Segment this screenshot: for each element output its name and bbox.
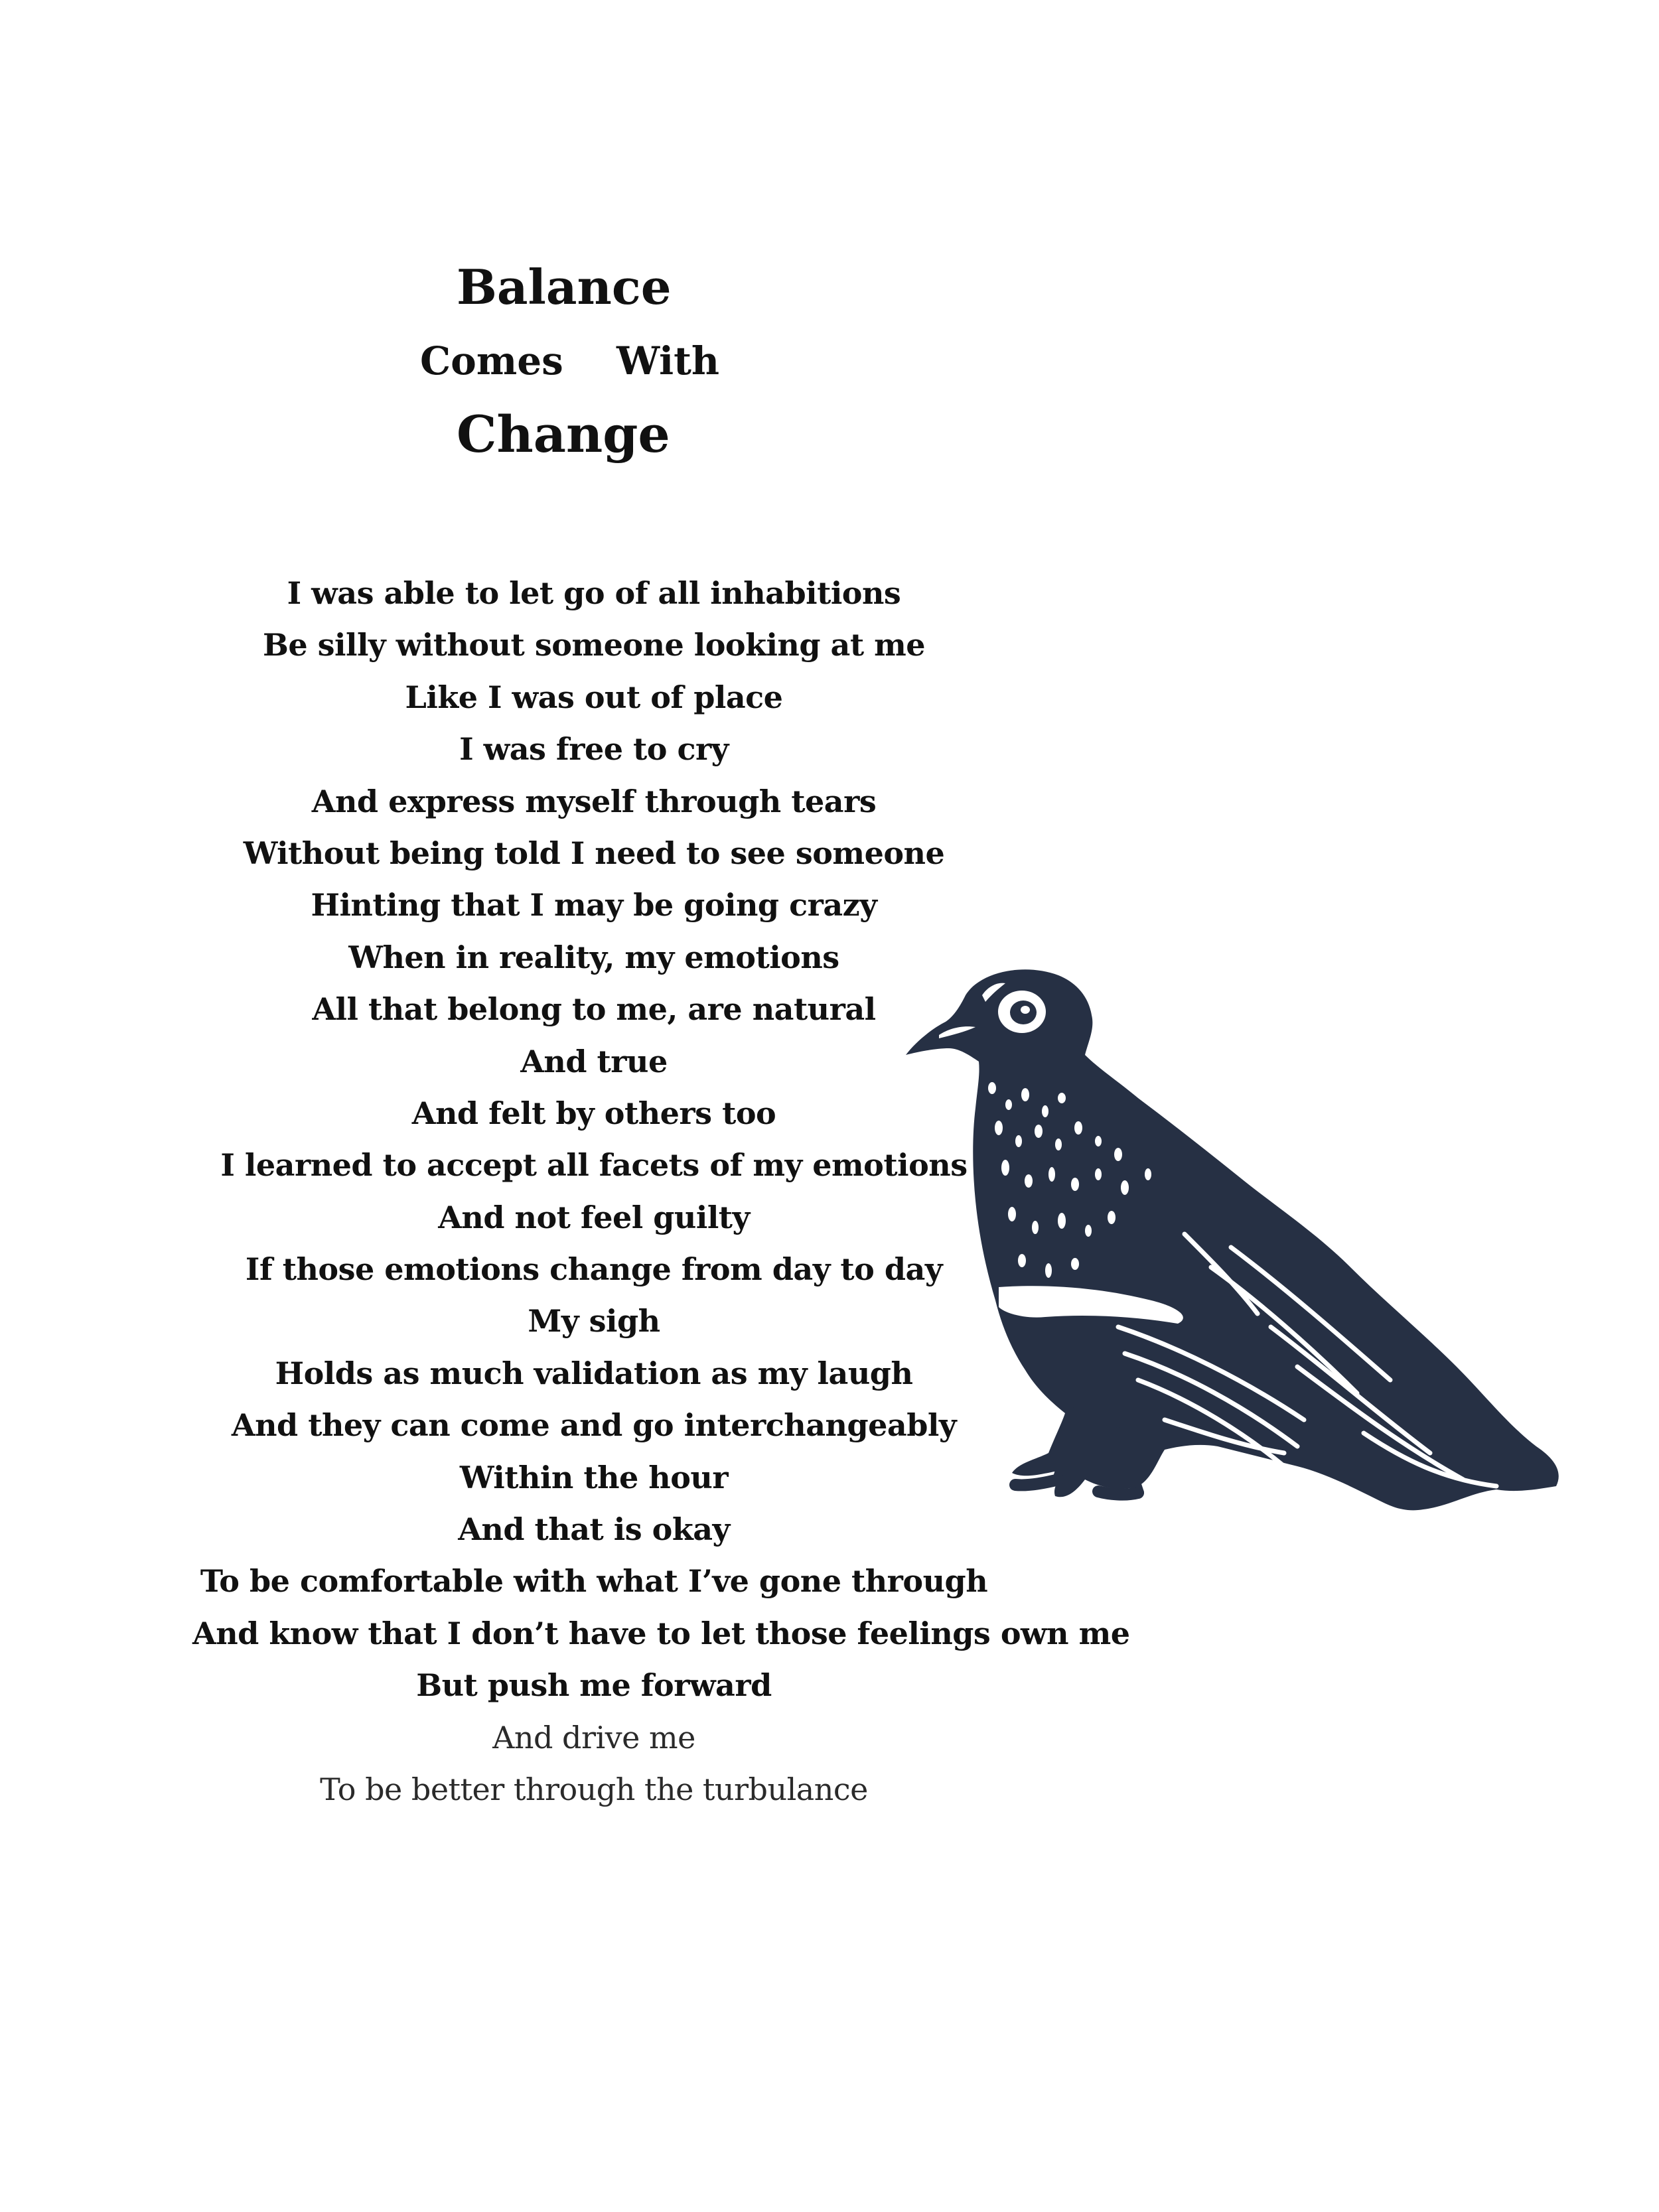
poem-line: Without being told I need to see someone xyxy=(243,835,945,871)
poem-line: Hinting that I may be going crazy xyxy=(311,887,877,924)
title-line-balance: Balance xyxy=(457,259,672,315)
poem-line: But push me forward xyxy=(416,1667,772,1704)
poem-line: To be comfortable with what I’ve gone through xyxy=(200,1563,988,1600)
poem-line: When in reality, my emotions xyxy=(348,939,839,975)
poem-line: And drive me xyxy=(492,1719,695,1756)
pigeon-illustration xyxy=(899,955,1569,1553)
poem-line: And not feel guilty xyxy=(438,1199,750,1235)
poem-line: And they can come and go interchangeably xyxy=(231,1407,957,1444)
poem-line: And know that I don’t have to let those feelings own me xyxy=(192,1615,1130,1651)
poem-line: And express myself through tears xyxy=(311,783,877,819)
poem-line: I was free to cry xyxy=(459,731,729,768)
poem-line: If those emotions change from day to day xyxy=(245,1251,943,1288)
poem-line: Holds as much validation as my laugh xyxy=(275,1355,913,1391)
poem-line: My sigh xyxy=(528,1303,660,1340)
poem-line: I was able to let go of all inhabitions xyxy=(287,575,901,611)
poem-line: I learned to accept all facets of my emotions xyxy=(220,1147,968,1184)
poem-line: And true xyxy=(520,1043,668,1079)
poem-line: To be better through the turbulance xyxy=(320,1771,868,1807)
pigeon-eye xyxy=(998,991,1046,1033)
poem-line: Like I was out of place xyxy=(405,679,783,715)
poem-line: All that belong to me, are natural xyxy=(312,991,876,1028)
poem-line: Be silly without someone looking at me xyxy=(262,627,926,663)
poem-line: And that is okay xyxy=(458,1511,730,1548)
poem-line: Within the hour xyxy=(459,1459,729,1495)
title-line-change: Change xyxy=(457,405,670,464)
poem-body xyxy=(192,567,1130,1815)
title-line-comes-with: Comes With xyxy=(420,338,720,383)
poem-line: And felt by others too xyxy=(411,1095,776,1131)
